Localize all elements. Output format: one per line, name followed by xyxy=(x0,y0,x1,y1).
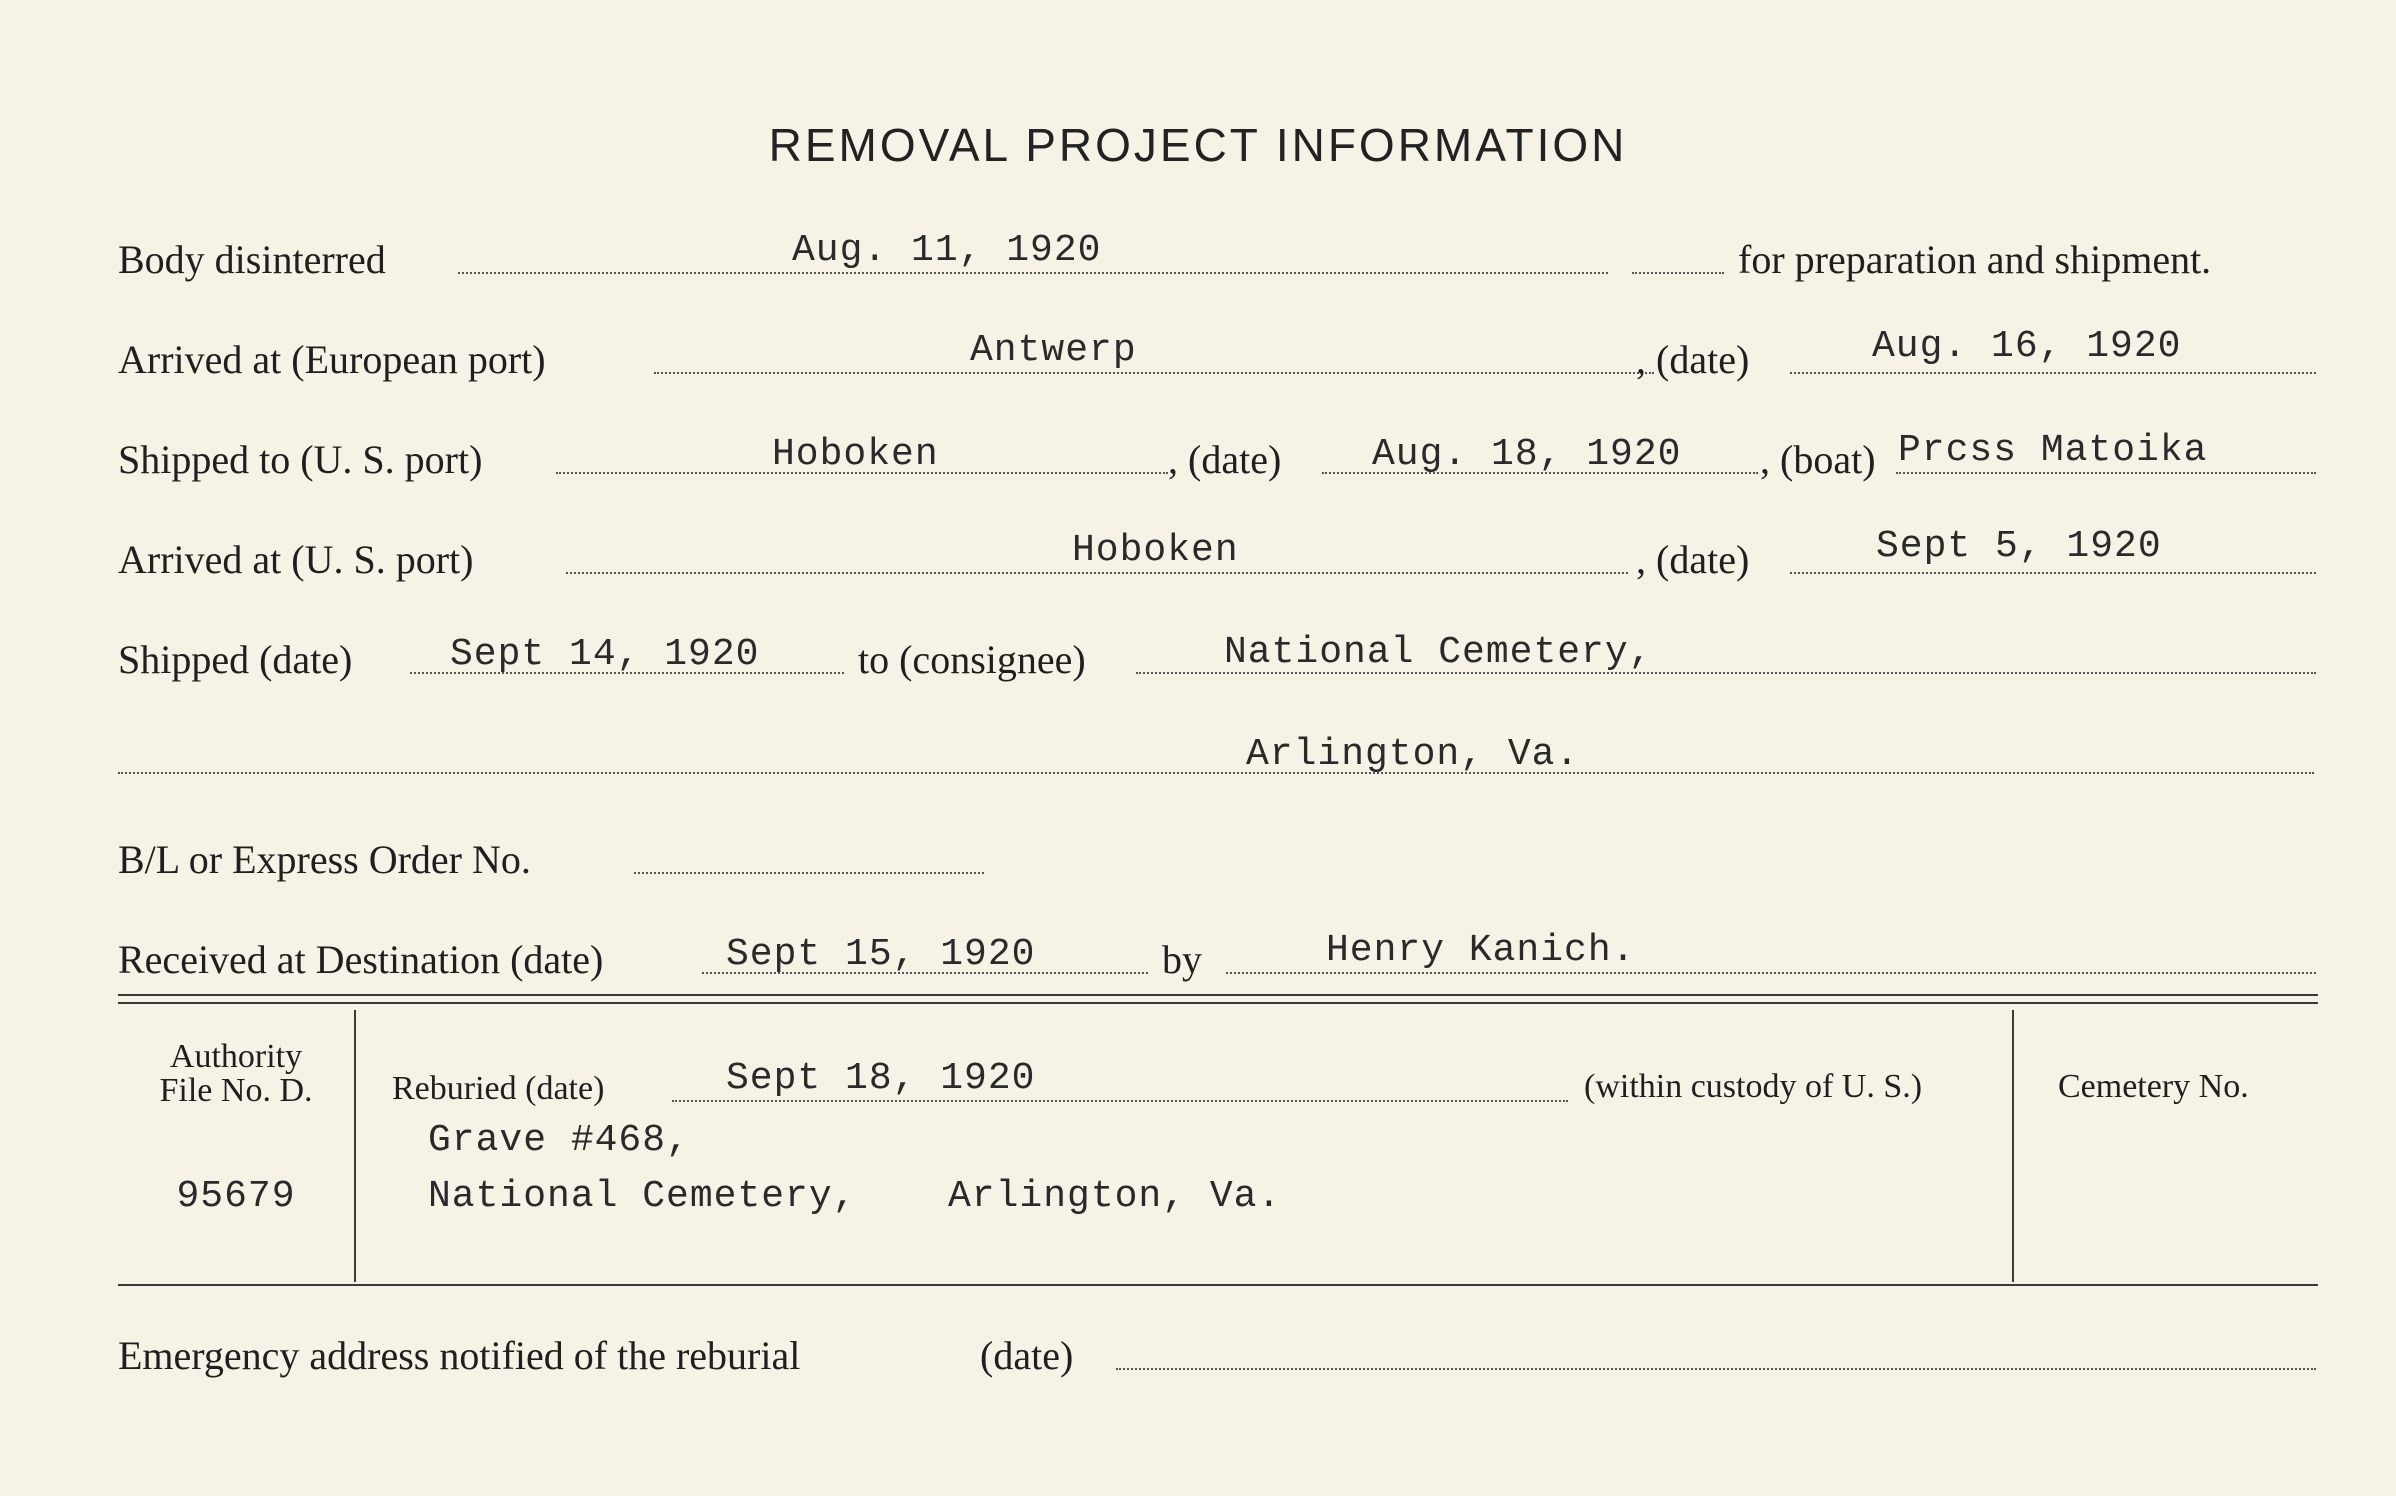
arrived-european-port: Antwerp xyxy=(970,329,1137,372)
shipped-us-boat-label: , (boat) xyxy=(1760,437,1876,482)
consignee-location: Arlington, Va. xyxy=(1246,733,1580,776)
emergency-date-line xyxy=(1116,1368,2316,1370)
box-divider-left xyxy=(354,1010,356,1282)
received-by-line xyxy=(1226,972,2316,974)
shipped-us-date: Aug. 18, 1920 xyxy=(1372,433,1682,476)
emergency-date-label: (date) xyxy=(980,1333,1074,1378)
arrived-european-date-line xyxy=(1790,372,2316,374)
reburied-label: Reburied (date) xyxy=(392,1070,605,1107)
disinterred-line xyxy=(458,272,1608,274)
emergency-label: Emergency address notified of the reburial xyxy=(118,1333,801,1378)
grave-number: Grave #468, xyxy=(428,1119,690,1162)
shipped-us-port: Hoboken xyxy=(772,433,939,476)
arrived-european-date-label: , (date) xyxy=(1636,337,1750,382)
shipped-us-date-label: , (date) xyxy=(1168,437,1282,482)
authority-label: Authority xyxy=(169,1038,303,1075)
shipped-us-label: Shipped to (U. S. port) xyxy=(118,437,483,482)
authority-file-label: File No. D. xyxy=(159,1072,313,1109)
received-label: Received at Destination (date) xyxy=(118,937,604,982)
arrived-us-label: Arrived at (U. S. port) xyxy=(118,537,474,582)
consignee-line-2 xyxy=(118,772,2314,774)
custody-label: (within custody of U. S.) xyxy=(1584,1068,1923,1105)
arrived-us-date: Sept 5, 1920 xyxy=(1876,525,2162,568)
arrived-european-port-line xyxy=(654,372,1654,374)
box-divider-right xyxy=(2012,1010,2014,1282)
grave-cemetery: National Cemetery, xyxy=(428,1175,857,1218)
received-date: Sept 15, 1920 xyxy=(726,933,1036,976)
box-bottom-rule xyxy=(118,1284,2318,1286)
shipped-date-label: Shipped (date) xyxy=(118,637,353,682)
arrived-us-date-line xyxy=(1790,572,2316,574)
cemetery-no-label: Cemetery No. xyxy=(2058,1068,2249,1105)
arrived-european-date: Aug. 16, 1920 xyxy=(1872,325,2182,368)
arrived-us-port: Hoboken xyxy=(1072,529,1239,572)
arrived-us-port-line xyxy=(566,572,1628,574)
received-by-label: by xyxy=(1162,937,1202,982)
disinterred-suffix: for preparation and shipment. xyxy=(1738,237,2212,282)
reburied-date-line xyxy=(672,1100,1568,1102)
box-top-rule-2 xyxy=(118,1002,2318,1004)
shipped-date: Sept 14, 1920 xyxy=(450,633,760,676)
card-title: REMOVAL PROJECT INFORMATION xyxy=(768,119,1628,171)
bl-order-line xyxy=(634,872,984,874)
shipped-us-boat: Prcss Matoika xyxy=(1898,429,2208,472)
authority-file-number: 95679 xyxy=(176,1175,296,1218)
consignee-label: to (consignee) xyxy=(858,637,1086,682)
disinterred-date: Aug. 11, 1920 xyxy=(792,229,1102,272)
box-top-rule-1 xyxy=(118,994,2318,996)
disinterred-label: Body disinterred xyxy=(118,237,386,282)
reburied-date: Sept 18, 1920 xyxy=(726,1057,1036,1100)
disinterred-line-b xyxy=(1632,272,1724,274)
arrived-european-label: Arrived at (European port) xyxy=(118,337,546,382)
arrived-us-date-label: , (date) xyxy=(1636,537,1750,582)
shipped-us-boat-line xyxy=(1896,472,2316,474)
bl-order-label: B/L or Express Order No. xyxy=(118,837,531,882)
received-by-name: Henry Kanich. xyxy=(1326,929,1636,972)
grave-location: Arlington, Va. xyxy=(948,1175,1282,1218)
consignee-name: National Cemetery, xyxy=(1224,631,1653,674)
